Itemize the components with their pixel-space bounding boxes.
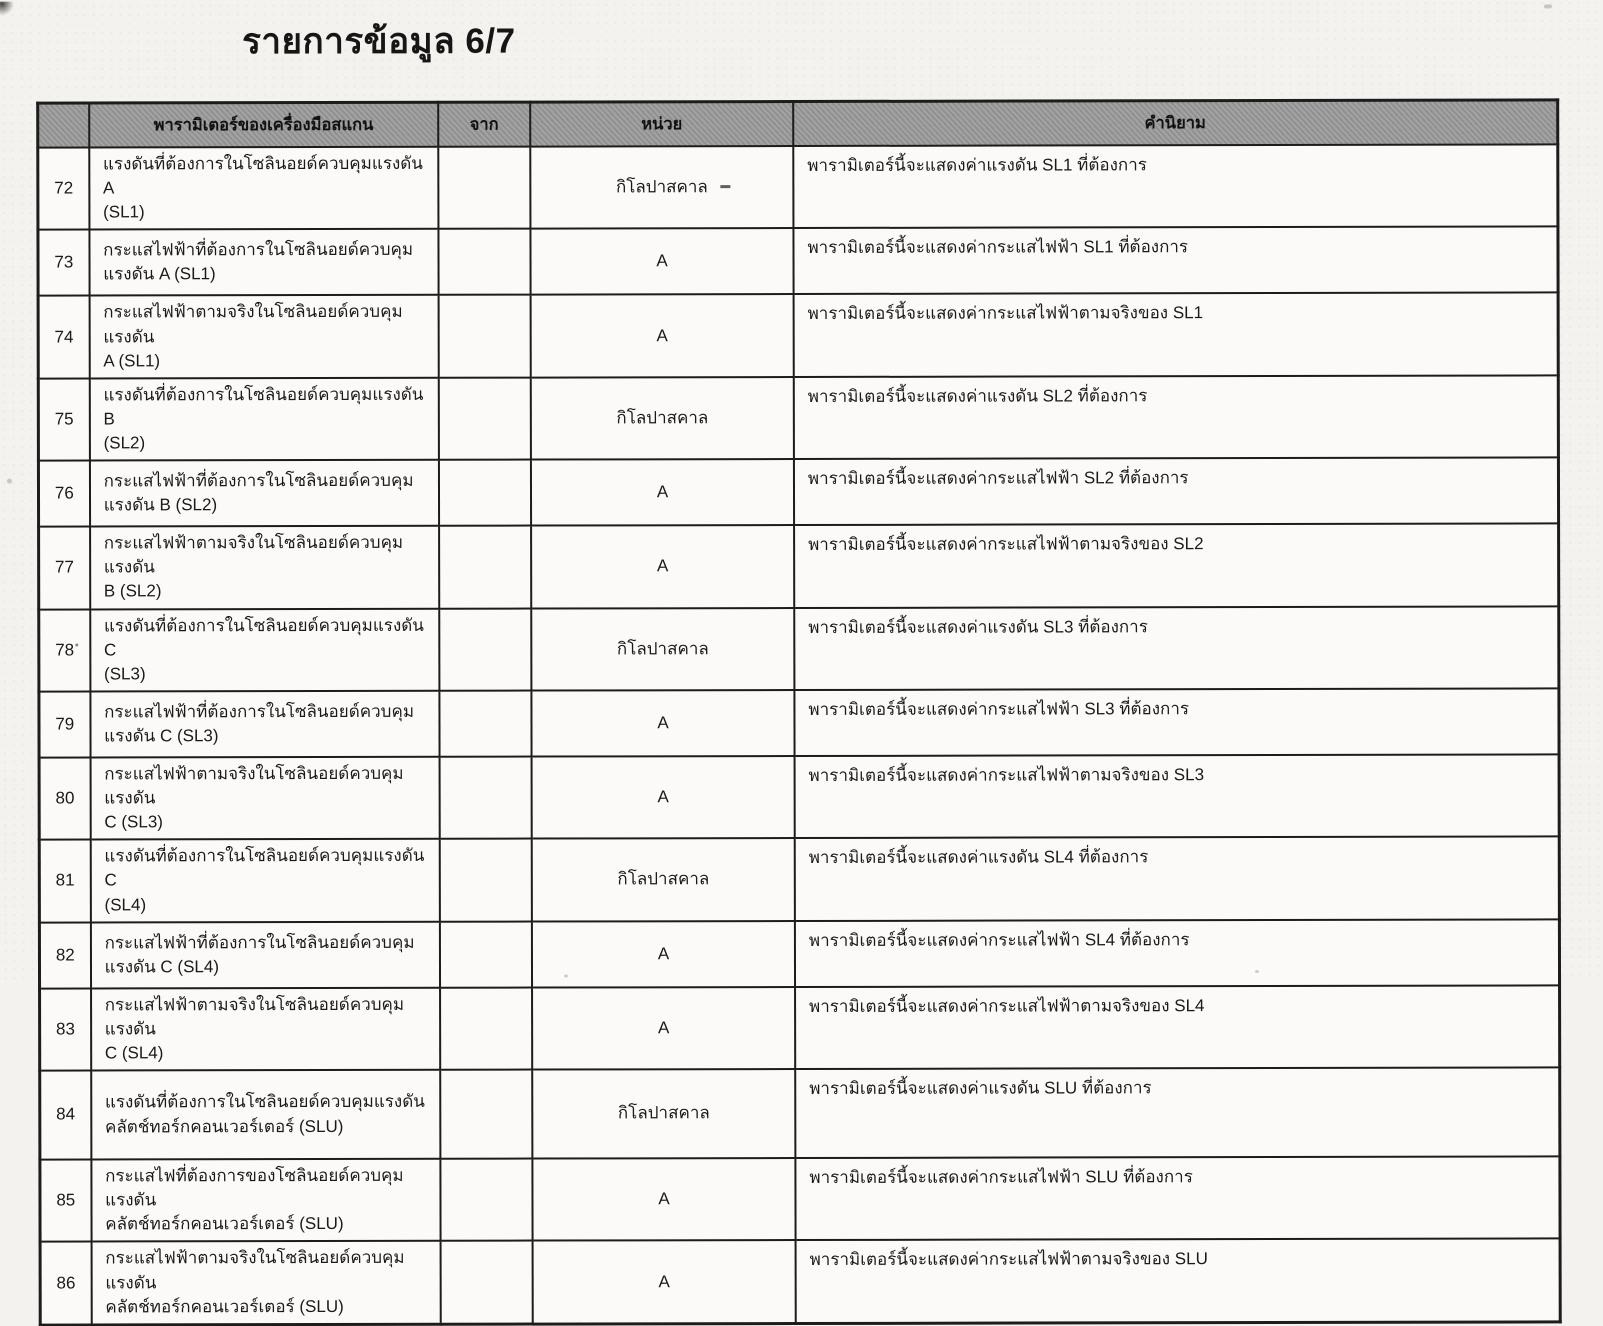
table-row [38, 227, 1558, 296]
header-from: จาก [438, 102, 530, 147]
header-blank [38, 103, 89, 148]
cell-unit: กิโลปาสคาล [532, 1069, 795, 1159]
cell-number: 85 [40, 1159, 91, 1241]
table-row [40, 1156, 1560, 1242]
cell-from [440, 1159, 532, 1242]
cell-number: 84 [40, 1070, 91, 1159]
cell-unit: A [532, 987, 795, 1070]
cell-number: 86 [40, 1242, 91, 1325]
cell-number: 78 [39, 609, 90, 691]
cell-parameter: กระแสไฟฟ้าที่ต้องการในโซลินอยด์ควบคุม แรงดัน A (SL1) [89, 229, 438, 296]
cell-number: 73 [38, 230, 89, 296]
cell-definition: พารามิเตอร์นี้จะแสดงค่ากระแสไฟฟ้า SLU ที่ต้องการ [795, 1156, 1560, 1240]
cell-from [440, 987, 532, 1070]
table-row [38, 293, 1558, 379]
cell-number: 75 [38, 378, 89, 460]
cell-from [439, 526, 531, 609]
cell-from [439, 460, 531, 526]
cell-unit: A [531, 294, 794, 377]
cell-number: 83 [40, 988, 91, 1070]
cell-unit: A [531, 459, 794, 526]
cell-from [439, 756, 531, 839]
cell-parameter: กระแสไฟฟ้าตามจริงในโซลินอยด์ควบคุมแรงดัน C (SL4) [91, 987, 440, 1070]
cell-definition: พารามิเตอร์นี้จะแสดงค่ากระแสไฟฟ้าตามจริงของ SL1 [794, 293, 1559, 377]
cell-from [439, 377, 531, 460]
cell-parameter: กระแสไฟฟ้าตามจริงในโซลินอยด์ควบคุมแรงดัน A (SL1) [89, 295, 438, 378]
cell-definition: พารามิเตอร์นี้จะแสดงค่าแรงดัน SLU ที่ต้องการ [795, 1067, 1560, 1158]
cell-number: 80 [39, 757, 90, 839]
table-row [39, 688, 1559, 757]
cell-unit: กิโลปาสคาล [531, 608, 794, 691]
table-row [39, 524, 1559, 610]
cell-definition: พารามิเตอร์นี้จะแสดงค่ากระแสไฟฟ้า SL1 ที่ต้องการ [793, 227, 1558, 295]
cell-parameter: แรงดันที่ต้องการในโซลินอยด์ควบคุมแรงดัน C (SL3) [90, 608, 439, 691]
table-row [40, 1067, 1560, 1159]
cell-number: 72 [38, 147, 89, 229]
cell-unit: A [531, 228, 794, 295]
cell-definition: พารามิเตอร์นี้จะแสดงค่ากระแสไฟฟ้าตามจริงของ SLU [796, 1239, 1561, 1323]
cell-parameter: กระแสไฟฟ้าตามจริงในโซลินอยด์ควบคุมแรงดัน B (SL2) [90, 526, 439, 609]
cell-number: 79 [39, 691, 90, 757]
scan-smudge [0, 2, 14, 16]
cell-unit: A [532, 756, 795, 839]
parameter-table [36, 98, 1562, 1326]
table-row [39, 606, 1559, 692]
header-parameter: พารามิเตอร์ของเครื่องมือสแกน [89, 102, 438, 147]
cell-definition: พารามิเตอร์นี้จะแสดงค่ากระแสไฟฟ้า SL3 ที่ต้องการ [794, 688, 1559, 756]
cell-from [438, 147, 530, 230]
table-row [38, 375, 1558, 461]
cell-parameter: แรงดันที่ต้องการในโซลินอยด์ควบคุมแรงดัน A (SL1) [89, 147, 438, 230]
cell-from [438, 295, 530, 378]
cell-parameter: กระแสไฟฟ้าที่ต้องการในโซลินอยด์ควบคุม แรงดัน C (SL4) [91, 921, 440, 988]
cell-parameter: แรงดันที่ต้องการในโซลินอยด์ควบคุมแรงดัน B (SL2) [89, 378, 438, 461]
scan-speck [1544, 4, 1552, 8]
cell-parameter: กระแสไฟฟ้าที่ต้องการในโซลินอยด์ควบคุม แรงดัน C (SL3) [90, 691, 439, 758]
table-row [39, 919, 1559, 988]
cell-parameter: กระแสไฟฟ้าที่ต้องการในโซลินอยด์ควบคุม แรงดัน B (SL2) [90, 460, 439, 527]
table-row [40, 985, 1560, 1071]
cell-definition: พารามิเตอร์นี้จะแสดงค่าแรงดัน SL1 ที่ต้องการ [793, 144, 1558, 228]
cell-unit: A [532, 1158, 795, 1241]
table-row [38, 144, 1558, 230]
cell-definition: พารามิเตอร์นี้จะแสดงค่าแรงดัน SL3 ที่ต้องการ [794, 606, 1559, 690]
cell-unit: A [531, 525, 794, 608]
cell-definition: พารามิเตอร์นี้จะแสดงค่ากระแสไฟฟ้าตามจริงของ SL2 [794, 524, 1559, 608]
cell-definition: พารามิเตอร์นี้จะแสดงค่ากระแสไฟฟ้าตามจริงของ SL4 [795, 985, 1560, 1069]
cell-parameter: กระแสไฟฟ้าตามจริงในโซลินอยด์ควบคุมแรงดัน C (SL3) [90, 757, 439, 840]
cell-definition: พารามิเตอร์นี้จะแสดงค่าแรงดัน SL2 ที่ต้องการ [794, 375, 1559, 459]
cell-from [440, 839, 532, 922]
cell-number: 81 [39, 840, 90, 922]
cell-from [438, 229, 530, 295]
table-row [38, 458, 1558, 527]
table-row [39, 754, 1559, 840]
cell-from [440, 1241, 532, 1324]
cell-from [440, 921, 532, 987]
cell-from [440, 1070, 532, 1159]
cell-definition: พารามิเตอร์นี้จะแสดงค่ากระแสไฟฟ้าตามจริงของ SL3 [795, 754, 1560, 838]
scan-speck [7, 479, 12, 484]
cell-unit: A [532, 921, 795, 988]
table-row [39, 837, 1559, 923]
cell-unit: กิโลปาสคาล [531, 377, 794, 460]
cell-number: 76 [38, 461, 89, 527]
cell-number: 77 [39, 527, 90, 609]
cell-definition: พารามิเตอร์นี้จะแสดงค่ากระแสไฟฟ้า SL4 ที่ต้องการ [795, 919, 1560, 987]
cell-parameter: แรงดันที่ต้องการในโซลินอยด์ควบคุมแรงดัน C (SL4) [90, 839, 439, 922]
cell-parameter: กระแสไฟที่ต้องการของโซลินอยด์ควบคุมแรงดัน คลัตช์ทอร์กคอนเวอร์เตอร์ (SLU) [91, 1159, 440, 1242]
cell-definition: พารามิเตอร์นี้จะแสดงค่ากระแสไฟฟ้า SL2 ที่ต้องการ [794, 458, 1559, 526]
cell-unit: A [532, 690, 795, 757]
cell-from [439, 608, 531, 691]
cell-parameter: แรงดันที่ต้องการในโซลินอยด์ควบคุมแรงดัน คลัตช์ทอร์กคอนเวอร์เตอร์ (SLU) [91, 1070, 440, 1160]
cell-number: 74 [38, 296, 89, 378]
cell-unit: กิโลปาสคาล [530, 146, 793, 229]
cell-number: 82 [39, 922, 90, 988]
header-unit: หน่วย [530, 102, 793, 147]
table-row [40, 1239, 1560, 1325]
header-definition: คำนิยาม [793, 100, 1558, 146]
table-header-row [38, 100, 1558, 148]
cell-definition: พารามิเตอร์นี้จะแสดงค่าแรงดัน SL4 ที่ต้องการ [795, 837, 1560, 921]
cell-parameter: กระแสไฟฟ้าตามจริงในโซลินอยด์ควบคุมแรงดัน คลัตช์ทอร์กคอนเวอร์เตอร์ (SLU) [91, 1241, 440, 1325]
page-title: รายการข้อมูล 6/7 [242, 21, 516, 62]
cell-unit: กิโลปาสคาล [532, 838, 795, 921]
cell-unit: A [533, 1240, 796, 1323]
cell-from [439, 690, 531, 756]
